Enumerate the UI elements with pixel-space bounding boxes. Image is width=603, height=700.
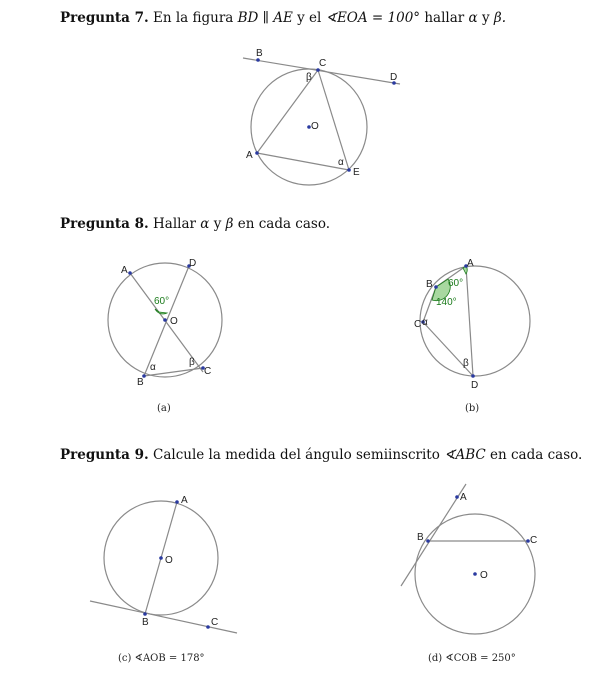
q8a-label-o: O xyxy=(170,316,178,327)
q8a-angle-beta: β xyxy=(189,357,195,368)
q8b-angle-140: 140° xyxy=(436,297,457,308)
q8b-circle xyxy=(420,266,530,376)
q9d-label-c: C xyxy=(530,535,538,546)
q7-label-e: E xyxy=(353,167,360,178)
q8a-angle-alpha: α xyxy=(150,362,156,373)
q7-math-alpha: α xyxy=(468,10,478,26)
q9d-point-o xyxy=(473,572,477,576)
figure-q9d xyxy=(401,484,537,664)
q8a-label-d: D xyxy=(189,258,197,269)
q8a-label-c: C xyxy=(204,366,212,377)
q8a-angle-60: 60° xyxy=(154,296,170,307)
q7-label-a: A xyxy=(246,150,253,161)
q9d-tangent-line xyxy=(401,484,466,586)
q8a-label-a: A xyxy=(121,265,128,276)
question-7-label: Pregunta 7. xyxy=(60,10,149,26)
q8a-point-o xyxy=(163,318,167,322)
q8b-caption: (b) xyxy=(465,403,480,414)
q8a-caption: (a) xyxy=(157,403,171,414)
q9d-label-b: B xyxy=(417,532,424,543)
q7-chord-ae xyxy=(257,153,349,170)
q8b-label-d: D xyxy=(471,380,479,391)
q8b-label-a: A xyxy=(467,258,474,269)
q8a-label-b: B xyxy=(137,377,144,388)
q7-label-o: O xyxy=(311,121,319,132)
q9c-label-c: C xyxy=(211,617,219,628)
q7-label-d: D xyxy=(390,72,398,83)
q9c-label-a: A xyxy=(181,495,188,506)
q9-text: en cada caso. xyxy=(490,447,583,463)
q7-label-b: B xyxy=(256,48,263,59)
question-9-label: Pregunta 9. xyxy=(60,447,149,463)
q7-text: y el xyxy=(297,10,322,26)
q7-angle-alpha: α xyxy=(338,157,344,168)
question-8-label: Pregunta 8. xyxy=(60,216,149,232)
q7-text: hallar xyxy=(424,10,465,26)
q7-label-c: C xyxy=(319,58,327,69)
figure-q7 xyxy=(243,48,400,185)
q8a-chord-db xyxy=(144,266,189,376)
q7-point-e xyxy=(347,168,351,172)
q7-point-a xyxy=(255,151,259,155)
q8b-angle-beta: β xyxy=(463,358,469,369)
q8b-angle-60: 60° xyxy=(448,278,464,289)
q9c-point-o xyxy=(159,556,163,560)
q9d-point-a xyxy=(455,495,459,499)
figure-q9c xyxy=(90,495,237,664)
q9c-label-b: B xyxy=(142,617,149,628)
q7-text: En la figura xyxy=(153,10,234,26)
q8a-point-a xyxy=(128,271,132,275)
q8-text: y xyxy=(213,216,222,232)
q8b-angle-alpha: α xyxy=(422,317,428,328)
q9c-caption: (c) ∢AOB = 178° xyxy=(118,653,205,664)
q7-math-angle: ∢EOA = 100° xyxy=(325,10,421,26)
q9c-label-o: O xyxy=(165,555,173,566)
q7-math-parallel: BD ∥ AE xyxy=(237,10,293,26)
q9c-point-a xyxy=(175,500,179,504)
q8b-point-b xyxy=(434,285,438,289)
q9c-point-c xyxy=(206,625,210,629)
q8b-label-c: C xyxy=(414,319,422,330)
q8-math-alpha: α xyxy=(200,216,210,232)
q9d-label-a: A xyxy=(460,492,467,503)
q8-math-beta: β xyxy=(225,216,234,232)
q8-text: Hallar xyxy=(153,216,196,232)
q9-text: Calcule la medida del ángulo semiinscrito xyxy=(153,447,440,463)
q9c-point-b xyxy=(143,612,147,616)
q7-text: y xyxy=(481,10,490,26)
q9-math-angle: ∢ABC xyxy=(444,447,486,463)
q9d-point-b xyxy=(426,539,430,543)
figure-q8b xyxy=(414,258,530,414)
q7-chord-ce xyxy=(318,70,349,170)
q8-text: en cada caso. xyxy=(237,216,331,232)
q9d-caption: (d) ∢COB = 250° xyxy=(428,653,516,664)
figure-q8a xyxy=(108,258,222,414)
q7-angle-beta: β xyxy=(306,72,312,83)
q9d-label-o: O xyxy=(480,570,488,581)
q7-math-beta: β. xyxy=(493,10,506,26)
q8b-label-b: B xyxy=(426,279,433,290)
q8b-point-d xyxy=(471,374,475,378)
